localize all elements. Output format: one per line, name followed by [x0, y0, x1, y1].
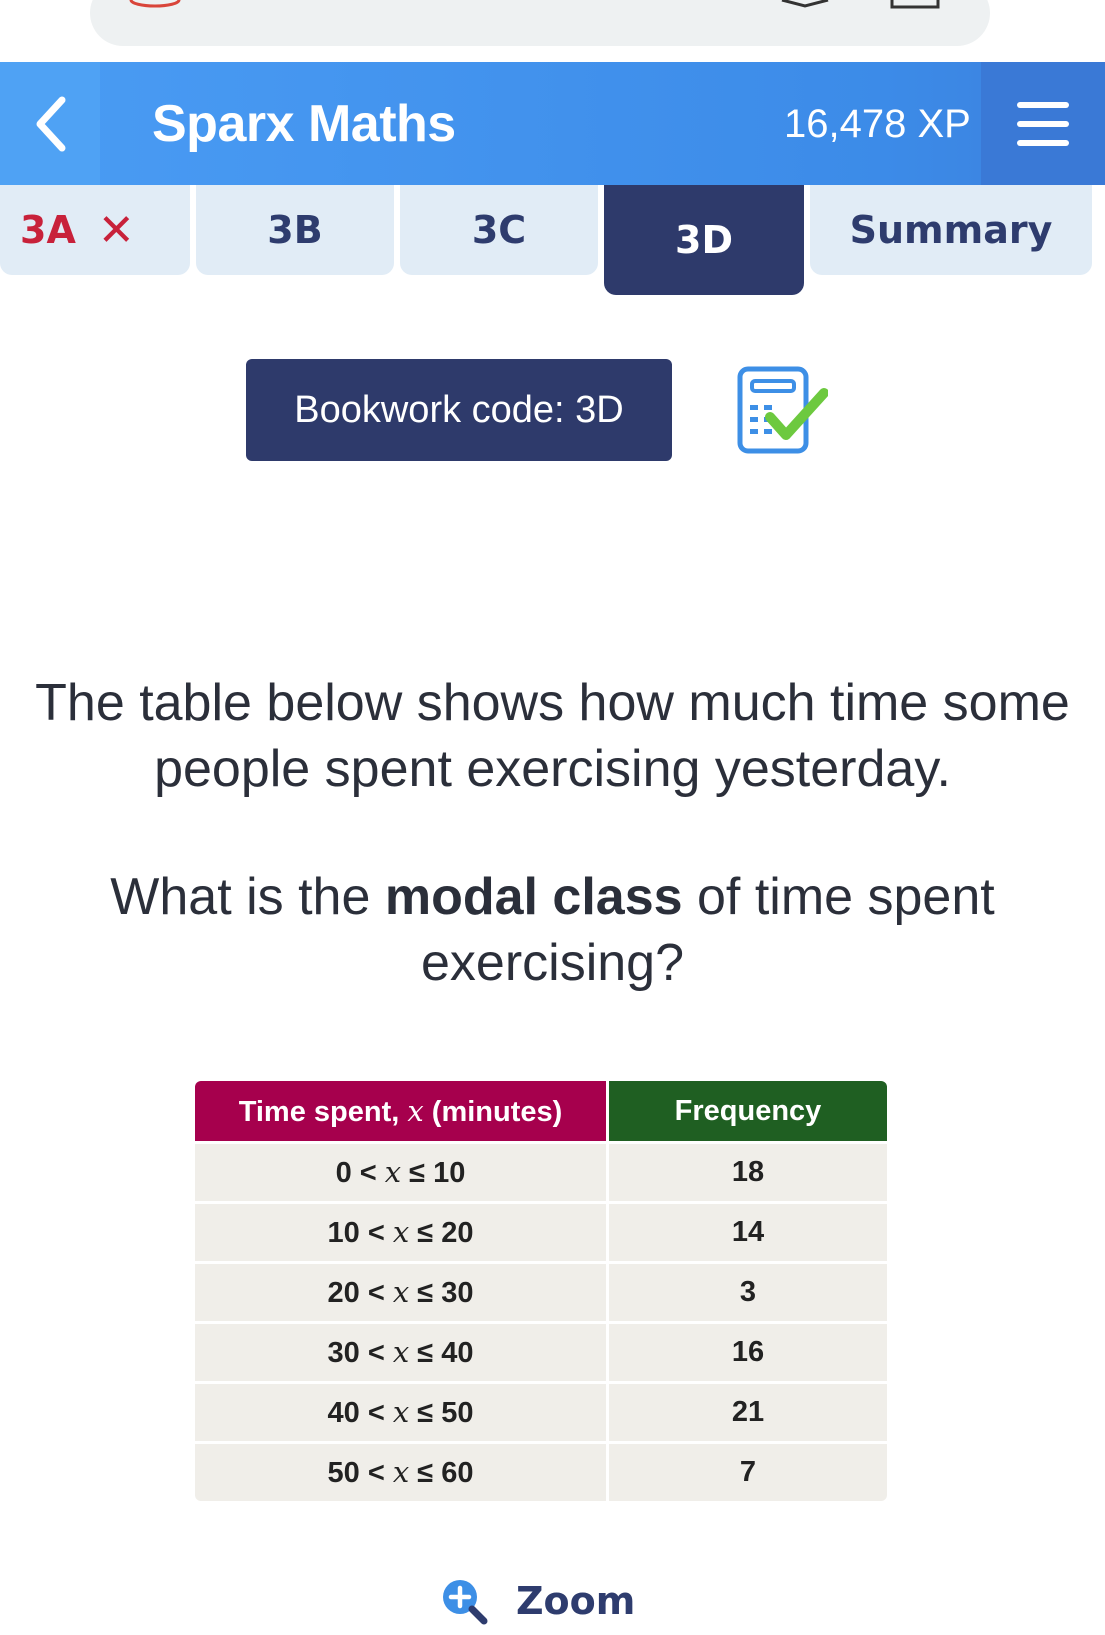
- frequency-value: 18: [609, 1141, 887, 1201]
- interval-lower: 30: [327, 1337, 360, 1369]
- interval-lower: 40: [327, 1397, 360, 1429]
- app-header: [0, 62, 1105, 185]
- interval-upper: 40: [441, 1337, 474, 1369]
- tab-label: 3D: [675, 218, 733, 262]
- class-interval: 40 < x ≤ 50: [195, 1381, 609, 1441]
- chevron-icon: [780, 0, 830, 8]
- tab-label: 3A: [20, 208, 76, 252]
- interval-lower: 20: [327, 1277, 360, 1309]
- class-interval: 30 < x ≤ 40: [195, 1321, 609, 1381]
- bookwork-code-label: Bookwork code: 3D: [294, 388, 624, 431]
- task-tabs: [0, 185, 1105, 295]
- browser-bar-remnant: [90, 0, 990, 46]
- question-text-post: of time spent exercising?: [420, 868, 995, 992]
- zoom-in-icon: [440, 1577, 488, 1625]
- frequency-value: 7: [609, 1441, 887, 1501]
- frequency-value: 14: [609, 1201, 887, 1261]
- tab-3b[interactable]: [196, 185, 394, 275]
- menu-button[interactable]: [981, 62, 1105, 185]
- question-text-pre: What is the: [110, 868, 385, 926]
- class-interval: 0 < x ≤ 10: [195, 1141, 609, 1201]
- question-prompt: [0, 864, 1105, 996]
- interval-upper: 50: [441, 1397, 474, 1429]
- tab-label: Summary: [849, 208, 1053, 252]
- hamburger-menu-icon: [1015, 100, 1071, 148]
- header-text-pre: Time spent,: [238, 1095, 408, 1128]
- table-header-row: [195, 1081, 887, 1141]
- interval-upper: 30: [441, 1277, 474, 1309]
- back-button[interactable]: [0, 62, 100, 185]
- tab-3c[interactable]: [400, 185, 598, 275]
- square-icon: [890, 0, 940, 10]
- table-row: [195, 1141, 887, 1201]
- time-spent-header: [195, 1081, 609, 1141]
- frequency-value: 21: [609, 1381, 887, 1441]
- browser-top-strip: [0, 0, 1105, 62]
- frequency-header: Frequency: [609, 1081, 887, 1141]
- interval-lower: 10: [327, 1217, 360, 1249]
- frequency-table: [195, 1081, 887, 1501]
- frequency-value: 3: [609, 1261, 887, 1321]
- interval-lower: 0: [335, 1157, 352, 1189]
- interval-upper: 60: [441, 1457, 474, 1489]
- xp-counter: 16,478 XP: [784, 102, 971, 146]
- question-intro: The table below shows how much time some people spent exercising yesterday.: [35, 674, 1070, 798]
- bookwork-code-badge: [246, 359, 672, 461]
- tab-3a[interactable]: [0, 185, 190, 275]
- table-row: [195, 1321, 887, 1381]
- tab-label: 3C: [471, 208, 527, 252]
- chevron-left-icon: [30, 94, 70, 154]
- app-title: Sparx Maths: [152, 95, 456, 153]
- incorrect-x-icon: ✕: [97, 204, 135, 256]
- table-row: [195, 1441, 887, 1501]
- class-interval: 20 < x ≤ 30: [195, 1261, 609, 1321]
- record-icon: [125, 0, 185, 8]
- header-variable: x: [407, 1093, 424, 1128]
- frequency-value: 16: [609, 1321, 887, 1381]
- tab-summary[interactable]: [810, 185, 1092, 275]
- interval-lower: 50: [327, 1457, 360, 1489]
- header-text-post: (minutes): [423, 1095, 563, 1128]
- zoom-button[interactable]: [440, 1573, 635, 1629]
- interval-upper: 20: [441, 1217, 474, 1249]
- tab-label: 3B: [267, 208, 323, 252]
- class-interval: 10 < x ≤ 20: [195, 1201, 609, 1261]
- table-row: [195, 1381, 887, 1441]
- tab-3d[interactable]: [604, 185, 804, 295]
- calculator-allowed-icon: [736, 365, 828, 455]
- table-row: [195, 1261, 887, 1321]
- zoom-label: Zoom: [516, 1579, 636, 1623]
- interval-upper: 10: [433, 1157, 466, 1189]
- question-text-bold: modal class: [384, 868, 683, 926]
- class-interval: 50 < x ≤ 60: [195, 1441, 609, 1501]
- table-row: [195, 1201, 887, 1261]
